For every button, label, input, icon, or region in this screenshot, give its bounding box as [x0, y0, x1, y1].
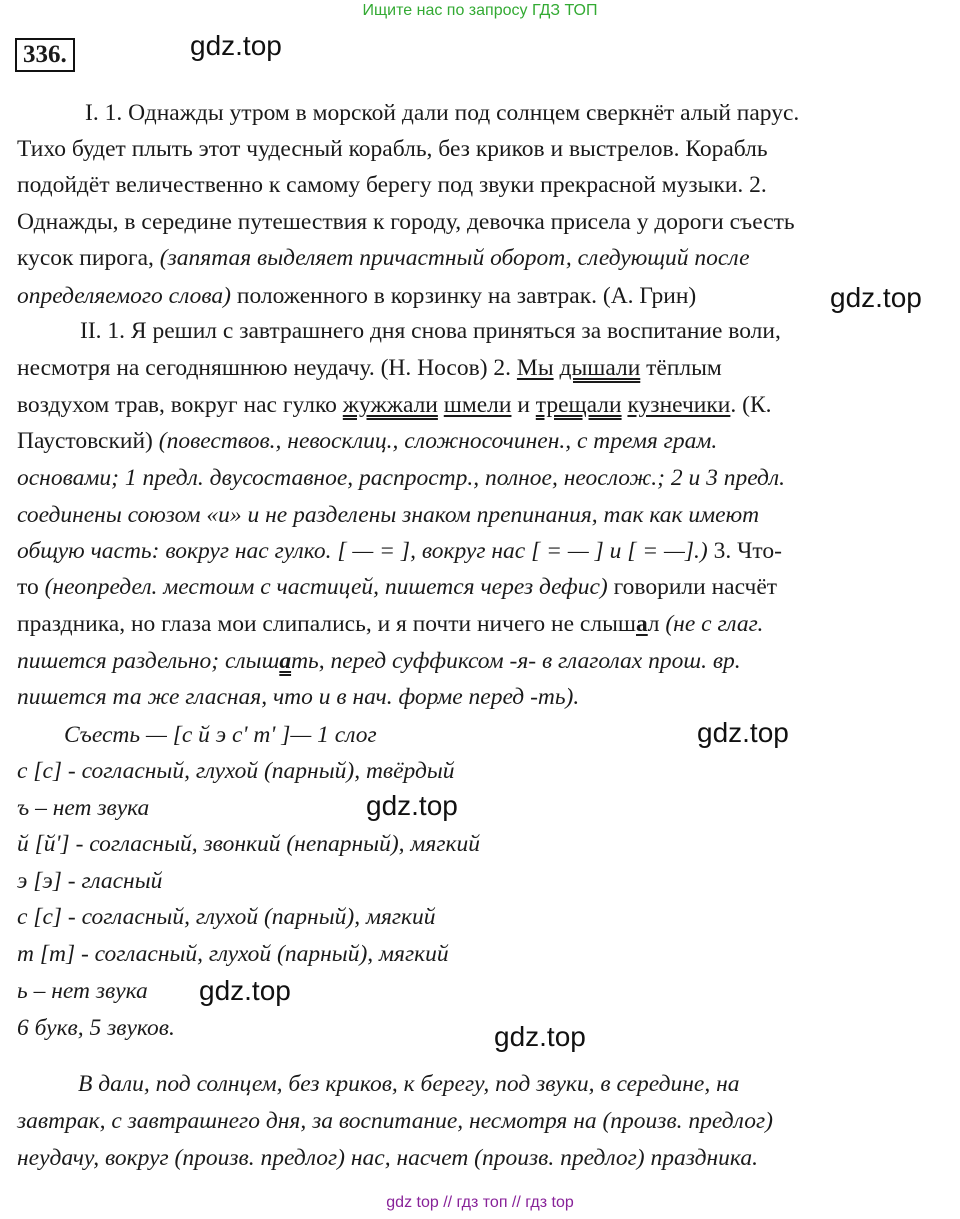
- text-span: 3. Что-: [707, 538, 782, 564]
- watermark: gdz.top: [199, 975, 291, 1006]
- highlighted-letter: а: [279, 648, 292, 674]
- text-span: кусок пирога,: [17, 245, 160, 271]
- watermark: gdz.top: [697, 717, 789, 748]
- text-line: [17, 569, 777, 605]
- phonetic-line: т [т] - согласный, глухой (парный), мягкий: [17, 941, 449, 967]
- predicate-underlined: жужжали: [342, 392, 438, 418]
- text-span: говорили насчёт: [607, 574, 778, 600]
- text-line: [17, 387, 772, 423]
- phonetic-line: й [й'] - согласный, звонкий (непарный), мягкий: [17, 831, 480, 857]
- text-span: Паустовский): [17, 428, 159, 454]
- text-span: пишется раздельно; слыш: [17, 648, 280, 674]
- italic-comment: (неопредел. местоим с частицей, пишется через дефис): [44, 574, 608, 600]
- phonetic-line: с [с] - согласный, глухой (парный), мягкий: [17, 904, 436, 930]
- text-span: тёплым: [640, 355, 722, 381]
- text-line: завтрак, с завтрашнего дня, за воспитание, несмотря на (произв. предлог): [17, 1108, 773, 1134]
- text-line: II. 1. Я решил с завтрашнего дня снова приняться за воспитание воли,: [80, 318, 781, 344]
- text-line: [17, 350, 722, 386]
- watermark: gdz.top: [366, 790, 458, 821]
- text-span: ть, перед суффиксом -я- в глаголах прош. вр.: [291, 648, 741, 674]
- text-line: Однажды, в середине путешествия к городу, девочка присела у дороги съесть: [17, 209, 795, 235]
- text-line: пишется та же гласная, что и в нач. форме перед -ть).: [17, 684, 580, 710]
- text-line: [17, 606, 763, 642]
- watermark: gdz.top: [494, 1021, 586, 1052]
- text-line: соединены союзом «и» и не разделены знаком препинания, так как имеют: [17, 502, 760, 528]
- text-line: [17, 533, 782, 569]
- highlighted-letter: а: [635, 611, 648, 637]
- footer-links: gdz top // гдз топ // гдз top: [386, 1194, 574, 1211]
- subject-underlined: шмели: [443, 392, 512, 418]
- phonetic-header: Съесть — [с й э с' т' ]— 1 слог: [64, 722, 377, 748]
- text-span: несмотря на сегодняшнюю неудачу. (Н. Носов) 2.: [17, 355, 517, 381]
- italic-comment: (не с глаг.: [665, 611, 764, 637]
- text-line: [17, 278, 696, 314]
- watermark: gdz.top: [190, 30, 282, 61]
- text-line: Тихо будет плыть этот чудесный корабль, без криков и выстрелов. Корабль: [17, 136, 768, 162]
- predicate-underlined: трещали: [535, 392, 622, 418]
- phonetic-summary: 6 букв, 5 звуков.: [17, 1015, 175, 1041]
- text-span: и: [511, 392, 536, 418]
- text-line: [17, 423, 717, 459]
- text-line: [17, 643, 741, 679]
- top-banner: Ищите нас по запросу ГДЗ ТОП: [362, 2, 598, 19]
- text-line: подойдёт величественно к самому берегу под звуки прекрасной музыки. 2.: [17, 172, 767, 198]
- text-span: праздника, но глаза мои слипались, и я почти ничего не слыш: [17, 611, 636, 637]
- text-line: основами; 1 предл. двусоставное, распростр., полное, неослож.; 2 и 3 предл.: [17, 465, 786, 491]
- text-line: неудачу, вокруг (произв. предлог) нас, насчет (произв. предлог) праздника.: [17, 1145, 758, 1171]
- text-line: В дали, под солнцем, без криков, к берегу, под звуки, в середине, на: [78, 1071, 740, 1097]
- subject-underlined: кузнечики: [627, 392, 731, 418]
- italic-comment: общую часть: вокруг нас гулко. [ — = ], вокруг нас [ = — ] и [ = —].): [17, 538, 708, 564]
- text-line: [17, 240, 750, 276]
- text-span: то: [17, 574, 45, 600]
- text-line: I. 1. Однажды утром в морской дали под солнцем сверкнёт алый парус.: [85, 100, 800, 126]
- text-span: . (К.: [730, 392, 772, 418]
- watermark: gdz.top: [830, 282, 922, 313]
- italic-comment: определяемого слова): [17, 283, 232, 309]
- phonetic-line: э [э] - гласный: [17, 868, 163, 894]
- text-span: положенного в корзинку на завтрак. (А. Грин): [231, 283, 697, 309]
- italic-comment: (повествов., невосклиц., сложносочинен., с тремя грам.: [158, 428, 718, 454]
- phonetic-line: ь – нет звука: [17, 978, 148, 1004]
- exercise-number: 336.: [15, 38, 75, 72]
- subject-underlined: Мы: [516, 355, 554, 381]
- phonetic-line: с [с] - согласный, глухой (парный), твёрдый: [17, 758, 455, 784]
- text-span: л: [647, 611, 666, 637]
- text-span: воздухом трав, вокруг нас гулко: [17, 392, 343, 418]
- predicate-underlined: дышали: [559, 355, 641, 381]
- italic-comment: (запятая выделяет причастный оборот, следующий после: [159, 245, 750, 271]
- phonetic-line: ъ – нет звука: [17, 795, 150, 821]
